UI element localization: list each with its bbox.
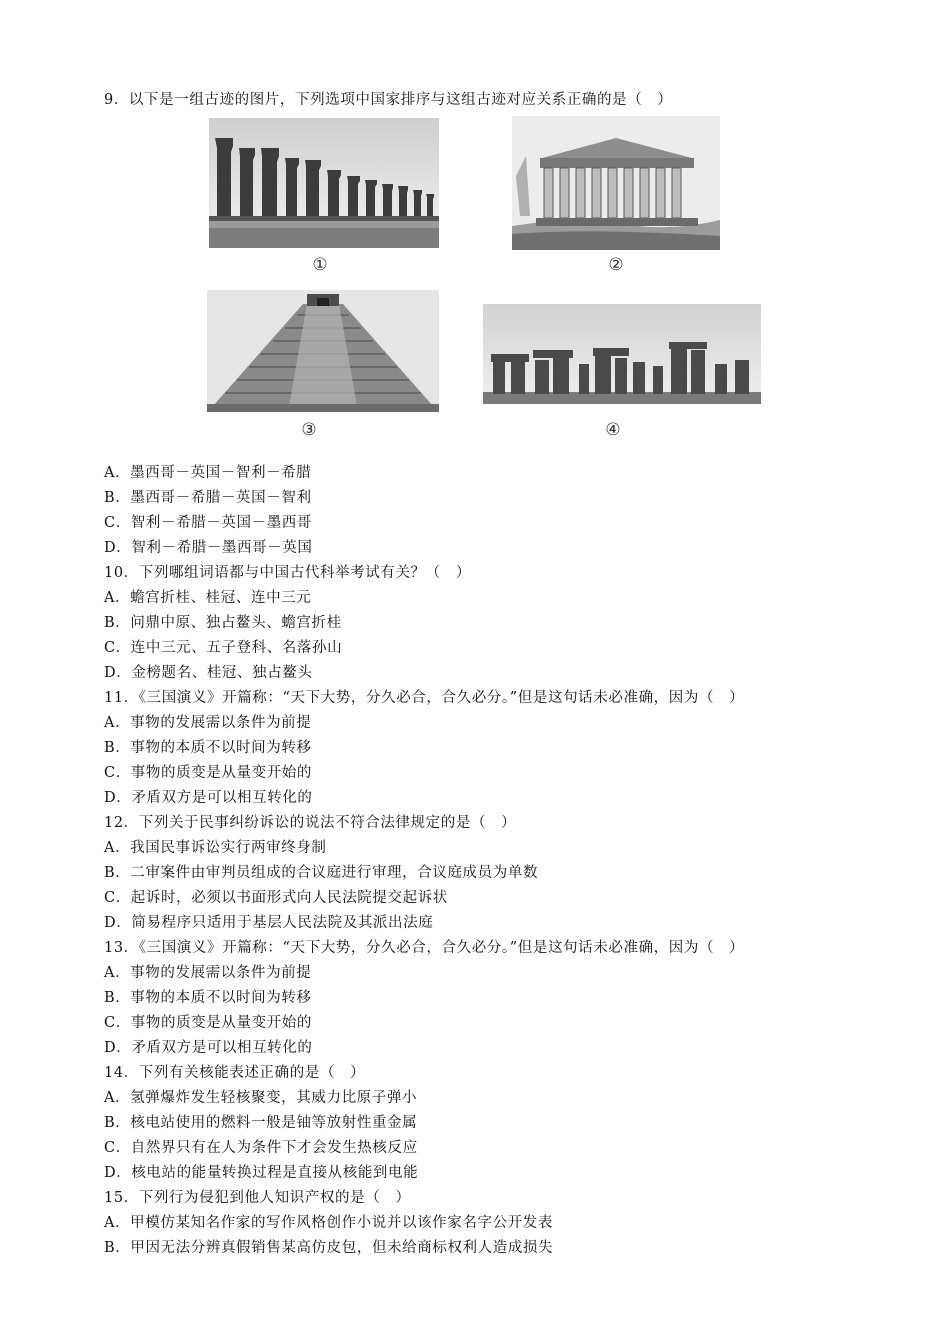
figure-label-2: ② [608, 255, 624, 275]
stonehenge-photo [483, 304, 761, 404]
q10-option-d: D．金榜题名、桂冠、独占鳌头 [104, 665, 313, 681]
q11-option-c: C．事物的质变是从量变开始的 [104, 765, 312, 781]
question-15-stem: 15．下列行为侵犯到他人知识产权的是（ ） [104, 1190, 411, 1206]
figure-label-4: ④ [605, 420, 621, 440]
q13-option-b: B．事物的本质不以时间为转移 [104, 990, 312, 1006]
q13-option-c: C．事物的质变是从量变开始的 [104, 1015, 312, 1031]
q11-option-b: B．事物的本质不以时间为转移 [104, 740, 312, 756]
q15-option-b: B．甲因无法分辨真假销售某高仿皮包，但未给商标权利人造成损失 [104, 1240, 554, 1256]
q10-option-b: B．问鼎中原、独占鳌头、蟾宫折桂 [104, 615, 342, 631]
q9-option-b: B．墨西哥－希腊－英国－智利 [104, 490, 312, 506]
q9-option-d: D．智利－希腊－墨西哥－英国 [104, 540, 313, 556]
q11-option-d: D．矛盾双方是可以相互转化的 [104, 790, 313, 806]
q14-option-b: B．核电站使用的燃料一般是铀等放射性重金属 [104, 1115, 418, 1131]
q15-option-a: A．甲模仿某知名作家的写作风格创作小说并以该作家名字公开发表 [104, 1215, 553, 1231]
moai-photo [209, 118, 439, 248]
q12-option-a: A．我国民事诉讼实行两审终身制 [104, 840, 327, 856]
q14-option-a: A．氢弹爆炸发生轻核聚变，其威力比原子弹小 [104, 1090, 418, 1106]
q14-option-c: C．自然界只有在人为条件下才会发生热核反应 [104, 1140, 418, 1156]
question-10-stem: 10．下列哪组词语都与中国古代科举考试有关？（ ） [104, 565, 471, 581]
q12-option-d: D．简易程序只适用于基层人民法院及其派出法庭 [104, 915, 434, 931]
figure-label-1: ① [312, 255, 328, 275]
figure-label-3: ③ [301, 420, 317, 440]
question-14-stem: 14．下列有关核能表述正确的是（ ） [104, 1065, 366, 1081]
q9-option-c: C．智利－希腊－英国－墨西哥 [104, 515, 312, 531]
parthenon-photo [512, 116, 720, 250]
question-13-stem: 13．《三国演义》开篇称：“天下大势，分久必合，合久必分。”但是这句话未必准确，因为（ ） [104, 940, 745, 956]
question-9-stem: 9．以下是一组古迹的图片，下列选项中国家排序与这组古迹对应关系正确的是（ ） [104, 92, 673, 108]
q9-option-a: A．墨西哥－英国－智利－希腊 [104, 465, 312, 481]
q10-option-a: A．蟾宫折桂、桂冠、连中三元 [104, 590, 312, 606]
q12-option-b: B．二审案件由审判员组成的合议庭进行审理，合议庭成员为单数 [104, 865, 539, 881]
question-12-stem: 12．下列关于民事纠纷诉讼的说法不符合法律规定的是（ ） [104, 815, 517, 831]
q13-option-a: A．事物的发展需以条件为前提 [104, 965, 312, 981]
q14-option-d: D．核电站的能量转换过程是直接从核能到电能 [104, 1165, 419, 1181]
q10-option-c: C．连中三元、五子登科、名落孙山 [104, 640, 343, 656]
q11-option-a: A．事物的发展需以条件为前提 [104, 715, 312, 731]
q12-option-c: C．起诉时，必须以书面形式向人民法院提交起诉状 [104, 890, 448, 906]
q13-option-d: D．矛盾双方是可以相互转化的 [104, 1040, 313, 1056]
chichen-itza-photo [207, 290, 439, 412]
question-11-stem: 11．《三国演义》开篇称：“天下大势，分久必合，合久必分。”但是这句话未必准确，因为（ ） [104, 690, 745, 706]
